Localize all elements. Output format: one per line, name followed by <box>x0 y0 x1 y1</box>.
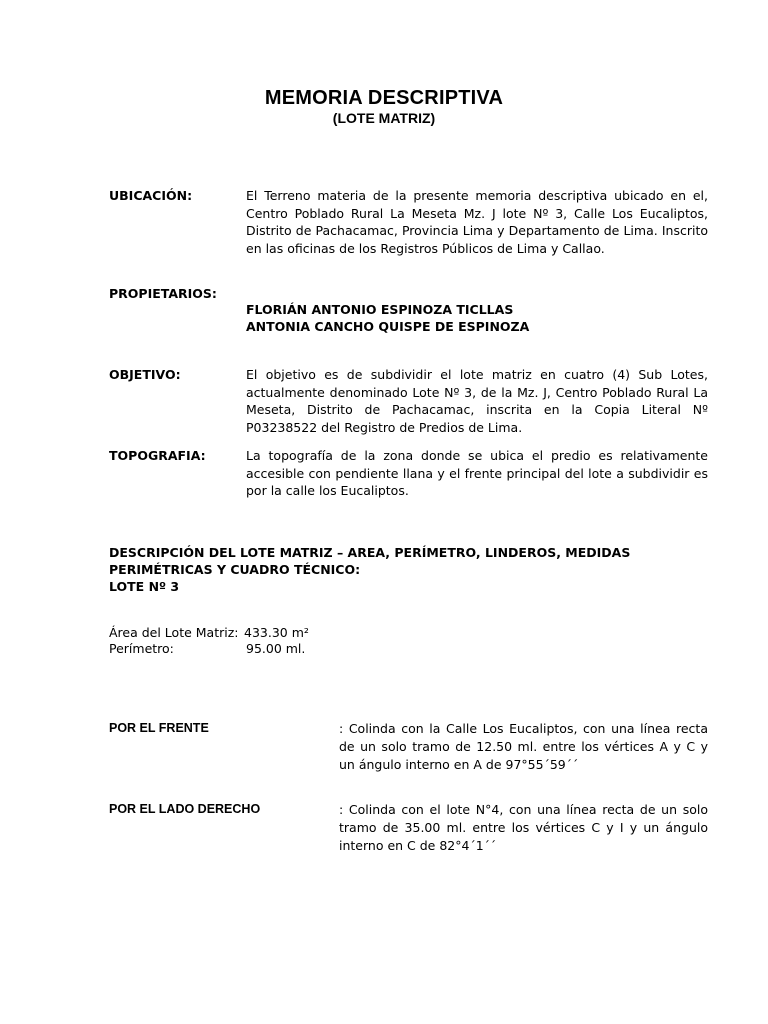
topografia-text: La topografía de la zona donde se ubica el predio es relativamente accesible con pendiente llana y el frente principal del lote a subdividir es por la calle los Eucaliptos. <box>246 448 708 498</box>
page-title: MEMORIA DESCRIPTIVA <box>264 87 504 109</box>
owner-name-2: ANTONIA CANCHO QUISPE DE ESPINOZA <box>246 319 530 334</box>
lindero-text: : Colinda con la Calle Los Eucaliptos, con una línea recta de un solo tramo de 12.50 ml. entre los vértices A y C y un ángulo interno en A de 97°55´59´´ <box>339 721 708 772</box>
lindero-text: : Colinda con el lote N°4, con una línea recta de un solo tramo de 35.00 ml. entre los vértices C y I y un ángulo interno en C de 82°4´1´´ <box>339 802 708 853</box>
lindero-label: POR EL LADO DERECHO <box>109 802 261 816</box>
descripcion-heading <box>109 544 669 595</box>
descripcion-heading-line-1: DESCRIPCIÓN DEL LOTE MATRIZ – AREA, PERÍMETRO, LINDEROS, MEDIDAS <box>109 545 631 560</box>
ubicacion-text: El Terreno materia de la presente memoria descriptiva ubicado en el, Centro Poblado Rural La Meseta Mz. J lote Nº 3, Calle Los Eucaliptos, Distrito de Pachacamac, Provincia Lima y Departamento de Lima. Inscrito en las oficinas de los Registros Públicos de Lima y Callao. <box>246 188 708 256</box>
lindero-label: POR EL FRENTE <box>109 721 209 735</box>
perimetro-value: 95.00 ml. <box>246 641 306 656</box>
topografia-label: TOPOGRAFIA: <box>109 448 206 463</box>
propietarios-label: PROPIETARIOS: <box>109 286 217 301</box>
ubicacion-label: UBICACIÓN: <box>109 188 193 203</box>
lote-number: LOTE Nº 3 <box>109 579 180 594</box>
objetivo-label: OBJETIVO: <box>109 367 181 382</box>
owner-name-1: FLORIÁN ANTONIO ESPINOZA TICLLAS <box>246 302 514 317</box>
page-subtitle: (LOTE MATRIZ) <box>332 110 436 126</box>
area-label: Área del Lote Matriz: <box>109 625 239 640</box>
area-value: 433.30 m² <box>244 625 309 640</box>
objetivo-text: El objetivo es de subdividir el lote matriz en cuatro (4) Sub Lotes, actualmente denominado Lote Nº 3, de la Mz. J, Centro Poblado Rural La Meseta, Distrito de Pachacamac, inscrita en la Copia Literal Nº P03238522 del Registro de Predios de Lima. <box>246 367 708 435</box>
perimetro-label: Perímetro: <box>109 641 174 656</box>
descripcion-heading-line-2: PERIMÉTRICAS Y CUADRO TÉCNICO: <box>109 562 361 577</box>
